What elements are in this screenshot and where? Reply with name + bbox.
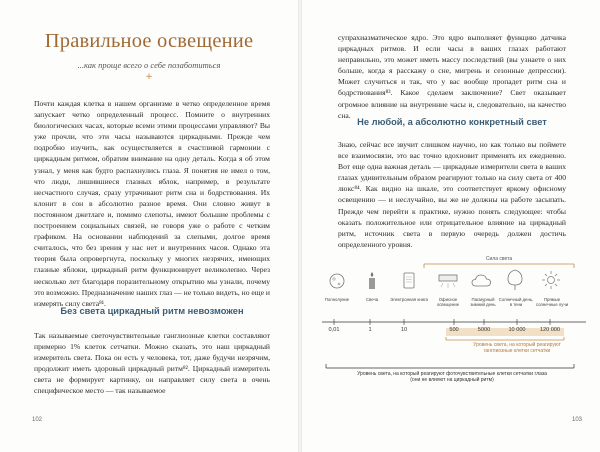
vision-range-note: Уровень света, на который реагируют фоточувствительные клетки сетчатки глаза (они не влияют на циркадный ритм) <box>357 371 547 383</box>
section-heading-left: Без света циркадный ритм невозможен <box>60 306 244 316</box>
tick-label: 10 <box>400 327 408 333</box>
light-intensity-diagram <box>312 256 594 406</box>
plus-ornament-icon: + <box>145 72 153 82</box>
candle-icon <box>369 272 375 289</box>
moon-icon <box>330 274 344 288</box>
office-lamp-icon <box>439 275 457 288</box>
source-label-tree: Солнечный день, в тени <box>498 297 534 307</box>
tick-label: 1 <box>368 327 372 333</box>
tick-label: 10 000 <box>508 327 526 333</box>
page-number-right: 103 <box>572 417 583 423</box>
ebook-icon <box>404 273 414 288</box>
section-heading-right: Не любой, а абсолютно конкретный свет <box>357 117 547 127</box>
cloud-icon <box>472 275 491 286</box>
tick-label: 120 000 <box>539 327 561 333</box>
source-label-sun: Прямые солнечные лучи <box>535 297 569 307</box>
chapter-title: Правильное освещение <box>44 30 254 52</box>
section-paragraph-left: Так называемые светочувствительные ганглиозные клетки составляют примерно 1% клеток сетчатки. Можно сказать, это наш циркадный измеритель света. Пока он есть у человека, тот, даже будучи незрячим, продолжит иметь здоровый циркадный ритм⁸². Циркадный измеритель света не формирует картинку, он направляет силу света в очень специфическое место — так называемое <box>34 331 270 396</box>
chapter-subtitle: ...как проще всего о себе позаботиться <box>77 60 221 70</box>
tick-label: 0,01 <box>328 327 340 333</box>
sun-icon <box>542 271 560 289</box>
source-label-moon: Полнолуние <box>324 297 350 302</box>
paragraph-top-right: супрахиазматическое ядро. Это ядро выполняет функцию датчика циркадных ритмов. И если часы в ваших глазах работают неправильно, это может иметь массу последствий (вы узнаете о них больше, когда я расскажу о сне, мигрень и сезонные депрессии). Может случиться и так, что у вас вообще пропадет ритм сна и бодрствования⁸³. Какое сделаем заключение? Свет оказывает огромное влияние на внутренние часы и, следовательно, на качество сна. <box>338 33 566 120</box>
scale-title: Сила света <box>485 256 513 262</box>
source-label-candle: Свеча <box>365 297 379 302</box>
source-label-cloud: Пасмурный зимний день <box>470 297 496 307</box>
page-number-left: 102 <box>32 417 43 423</box>
source-label-office: Офисное освещение <box>436 297 460 307</box>
tick-label: 5000 <box>477 327 491 333</box>
source-label-ebook: Электронная книга <box>390 297 428 302</box>
tree-icon <box>508 270 522 290</box>
circadian-range-note: Уровень света, на который реагируют ганглиозные клетки сетчатки <box>473 342 561 354</box>
intro-paragraph: Почти каждая клетка в нашем организме в четко определенное время запускает четко определенный процесс. Помните о внутренних биологических часах, которые всеми этими процессами управляют? Вы уже прочли, что эти часы называются циркадными. Прежде чем подробно изучить, как осуществляется в счастливой гармонии с циркадным ритмом, обратим внимание на одну деталь. Когда я об этом узнал, у меня как будто распахнулись глаза. Я понятия не имел о том, что люди, лишившиеся глазных яблок, например, в результате несчастного случая, сразу утрачивают ритм сна и бодрствования. Их клонит в сон в абсолютно разное время. Они словно живут в постоянном джетлаге и, помимо слепоты, имеют большие проблемы с построением социальных связей, не говоря уже о работе с четким графиком. На основании наблюдений за слепыми, долгое время считалось, что без зрения у нас нет и внутренних часов. Однако эта теория была опровергнута, поскольку у многих незрячих, имеющих глазные яблоки, циркадный ритм функционирует великолепно. Через несколько лет благодаря поразительному открытию мы узнали, почему это возможно. Предназначение наших глаз — не только видеть, но еще и измерять силу света⁸¹. <box>34 99 270 308</box>
section-paragraph-right: Знаю, сейчас все звучит слишком научно, но как только вы поймете все взаимосвязи, это вас точно вдохновит применять их ежедневно. Вот еще одна важная деталь — циркадные измерители света в ваших глазах удивительным образом реагируют только на силу света от 400 люкс⁸⁴. Как видно на шкале, это соответствует яркому офисному освещению — и неслучайно, вы же не должны на работе засыпать. Прежде чем перейти к практике, нужно понять следующее: чтобы оказать положительное или отрицательное влияние на циркадный ритм, источник света в первую очередь должен достичь определенного уровня. <box>338 140 566 249</box>
tick-label: 500 <box>449 327 459 333</box>
